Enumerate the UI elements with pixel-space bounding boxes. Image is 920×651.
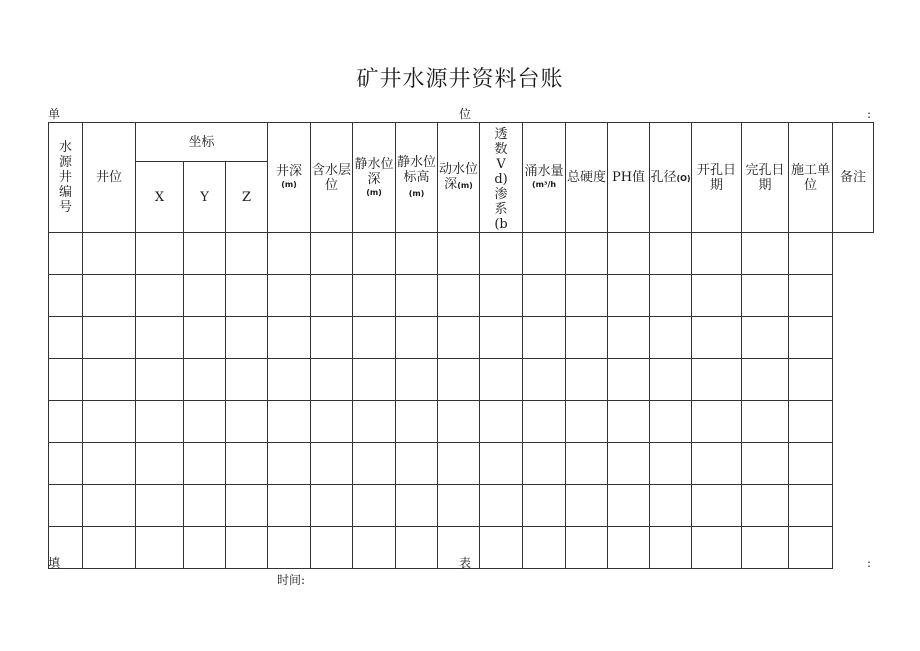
table-cell[interactable] bbox=[608, 233, 650, 275]
table-cell[interactable] bbox=[438, 443, 480, 485]
table-cell[interactable] bbox=[742, 233, 789, 275]
table-row bbox=[49, 317, 874, 359]
header-hardness: 总硬度 bbox=[566, 123, 608, 233]
header-bore-diameter: 孔径(O) bbox=[650, 123, 692, 233]
table-cell[interactable] bbox=[789, 527, 833, 569]
table-cell[interactable] bbox=[226, 401, 268, 443]
table-row bbox=[49, 443, 874, 485]
header-ph: PH值 bbox=[608, 123, 650, 233]
table-cell[interactable] bbox=[83, 527, 136, 569]
table-cell[interactable] bbox=[608, 443, 650, 485]
table-cell[interactable] bbox=[268, 317, 311, 359]
table-cell[interactable] bbox=[353, 317, 396, 359]
table-cell[interactable] bbox=[566, 401, 608, 443]
ledger-table bbox=[48, 122, 874, 569]
table-cell[interactable] bbox=[566, 233, 608, 275]
table-cell[interactable] bbox=[49, 401, 83, 443]
table-cell[interactable] bbox=[480, 359, 523, 401]
table-cell[interactable] bbox=[789, 233, 833, 275]
table-cell[interactable] bbox=[692, 359, 742, 401]
header-well-no: 水源井编号 bbox=[49, 123, 83, 233]
table-cell[interactable] bbox=[692, 317, 742, 359]
table-cell[interactable] bbox=[566, 485, 608, 527]
table-cell[interactable] bbox=[650, 443, 692, 485]
header-x: X bbox=[136, 162, 184, 233]
table-cell[interactable] bbox=[353, 485, 396, 527]
table-cell[interactable] bbox=[49, 485, 83, 527]
table-cell[interactable] bbox=[438, 317, 480, 359]
table-cell[interactable] bbox=[480, 527, 523, 569]
table-cell[interactable] bbox=[480, 485, 523, 527]
table-cell[interactable] bbox=[566, 359, 608, 401]
table-cell[interactable] bbox=[692, 443, 742, 485]
table-cell[interactable] bbox=[650, 485, 692, 527]
table-cell[interactable] bbox=[311, 485, 353, 527]
table-cell[interactable] bbox=[311, 275, 353, 317]
table-cell[interactable] bbox=[438, 359, 480, 401]
unit-label-suffix: 位 bbox=[459, 107, 472, 121]
table-cell[interactable] bbox=[353, 443, 396, 485]
table-cell[interactable] bbox=[136, 275, 184, 317]
table-cell[interactable] bbox=[692, 527, 742, 569]
table-cell[interactable] bbox=[83, 401, 136, 443]
table-row bbox=[49, 233, 874, 275]
table-cell[interactable] bbox=[184, 485, 226, 527]
table-cell[interactable] bbox=[523, 443, 566, 485]
table-cell[interactable] bbox=[311, 527, 353, 569]
table-cell[interactable] bbox=[353, 359, 396, 401]
table-cell[interactable] bbox=[608, 485, 650, 527]
header-well-depth: 井深 (m) bbox=[268, 123, 311, 233]
table-cell[interactable] bbox=[184, 401, 226, 443]
table-cell[interactable] bbox=[83, 233, 136, 275]
table-cell[interactable] bbox=[692, 275, 742, 317]
table-cell[interactable] bbox=[396, 317, 438, 359]
table-cell[interactable] bbox=[742, 401, 789, 443]
table-cell[interactable] bbox=[523, 359, 566, 401]
table-cell[interactable] bbox=[742, 317, 789, 359]
table-cell[interactable] bbox=[226, 443, 268, 485]
unit-colon: : bbox=[867, 107, 872, 121]
table-cell[interactable] bbox=[311, 233, 353, 275]
table-cell[interactable] bbox=[184, 275, 226, 317]
header-row-1 bbox=[49, 123, 874, 162]
table-cell[interactable] bbox=[184, 317, 226, 359]
table-cell[interactable] bbox=[566, 527, 608, 569]
table-cell[interactable] bbox=[311, 401, 353, 443]
header-z: Z bbox=[226, 162, 268, 233]
table-cell[interactable] bbox=[480, 443, 523, 485]
table-cell[interactable] bbox=[523, 233, 566, 275]
header-aquifer: 含水层位 bbox=[311, 123, 353, 233]
table-row bbox=[49, 359, 874, 401]
filler-label: 填 bbox=[48, 556, 61, 570]
table-cell[interactable] bbox=[49, 359, 83, 401]
table-cell[interactable] bbox=[83, 317, 136, 359]
table-cell[interactable] bbox=[83, 443, 136, 485]
table-cell[interactable] bbox=[742, 275, 789, 317]
table-cell[interactable] bbox=[650, 527, 692, 569]
table-cell[interactable] bbox=[311, 317, 353, 359]
page-title: 矿井水源井资料台账 bbox=[356, 67, 564, 92]
table-cell[interactable] bbox=[396, 401, 438, 443]
table-cell[interactable] bbox=[353, 233, 396, 275]
table-cell[interactable] bbox=[396, 359, 438, 401]
table-cell[interactable] bbox=[789, 485, 833, 527]
header-well-position: 井位 bbox=[83, 123, 136, 233]
table-cell[interactable] bbox=[789, 443, 833, 485]
table-row bbox=[49, 485, 874, 527]
table-cell[interactable] bbox=[789, 401, 833, 443]
table-cell[interactable] bbox=[136, 359, 184, 401]
unit-label: 单 bbox=[48, 107, 61, 121]
table-cell[interactable] bbox=[83, 485, 136, 527]
table-cell[interactable] bbox=[480, 233, 523, 275]
table-cell[interactable] bbox=[692, 401, 742, 443]
table-cell[interactable] bbox=[480, 317, 523, 359]
table-cell[interactable] bbox=[226, 485, 268, 527]
table-cell[interactable] bbox=[226, 527, 268, 569]
table-cell[interactable] bbox=[136, 443, 184, 485]
table-cell[interactable] bbox=[480, 401, 523, 443]
table-cell[interactable] bbox=[184, 527, 226, 569]
table-cell[interactable] bbox=[83, 275, 136, 317]
table-cell[interactable] bbox=[438, 233, 480, 275]
header-coordinates: 坐标 bbox=[136, 123, 268, 162]
table-cell[interactable] bbox=[184, 359, 226, 401]
table-cell[interactable] bbox=[566, 275, 608, 317]
table-cell[interactable] bbox=[650, 359, 692, 401]
table-cell[interactable] bbox=[268, 275, 311, 317]
header-flow: 涌水量 (m³/h bbox=[523, 123, 566, 233]
table-cell[interactable] bbox=[789, 317, 833, 359]
table-cell[interactable] bbox=[523, 527, 566, 569]
table-cell[interactable] bbox=[523, 401, 566, 443]
table-row bbox=[49, 275, 874, 317]
table-cell[interactable] bbox=[353, 275, 396, 317]
table-cell[interactable] bbox=[438, 275, 480, 317]
table-cell[interactable] bbox=[650, 275, 692, 317]
table-cell[interactable] bbox=[226, 359, 268, 401]
table-cell[interactable] bbox=[650, 317, 692, 359]
table-cell[interactable] bbox=[136, 485, 184, 527]
table-cell[interactable] bbox=[226, 317, 268, 359]
table-cell[interactable] bbox=[311, 359, 353, 401]
table-cell[interactable] bbox=[353, 401, 396, 443]
table-cell[interactable] bbox=[650, 401, 692, 443]
table-cell[interactable] bbox=[742, 359, 789, 401]
table-cell[interactable] bbox=[136, 401, 184, 443]
table-cell[interactable] bbox=[49, 443, 83, 485]
table-cell[interactable] bbox=[396, 443, 438, 485]
header-y: Y bbox=[184, 162, 226, 233]
table-cell[interactable] bbox=[396, 485, 438, 527]
table-cell[interactable] bbox=[438, 401, 480, 443]
table-cell[interactable] bbox=[83, 359, 136, 401]
header-contractor: 施工单位 bbox=[789, 123, 833, 233]
header-permeability: 透数Vd)渗系(b bbox=[480, 123, 523, 233]
table-cell[interactable] bbox=[789, 359, 833, 401]
header-dynamic-depth: 动水位深(m) bbox=[438, 123, 480, 233]
filler-label-suffix: 表 bbox=[459, 556, 472, 570]
table-cell[interactable] bbox=[692, 233, 742, 275]
table-cell[interactable] bbox=[650, 233, 692, 275]
table-cell[interactable] bbox=[136, 527, 184, 569]
table-cell[interactable] bbox=[226, 275, 268, 317]
table-cell[interactable] bbox=[692, 485, 742, 527]
table-cell[interactable] bbox=[184, 443, 226, 485]
table-cell[interactable] bbox=[523, 317, 566, 359]
table-cell[interactable] bbox=[480, 275, 523, 317]
header-remarks: 备注 bbox=[833, 123, 874, 233]
table-cell[interactable] bbox=[184, 233, 226, 275]
table-cell[interactable] bbox=[49, 233, 83, 275]
header-static-depth: 静水位深 (m) bbox=[353, 123, 396, 233]
table-cell[interactable] bbox=[136, 233, 184, 275]
table-cell[interactable] bbox=[742, 485, 789, 527]
table-cell[interactable] bbox=[742, 443, 789, 485]
table-cell[interactable] bbox=[396, 233, 438, 275]
table-cell[interactable] bbox=[608, 317, 650, 359]
table-cell[interactable] bbox=[789, 275, 833, 317]
table-cell[interactable] bbox=[742, 527, 789, 569]
table-cell[interactable] bbox=[523, 485, 566, 527]
table-cell[interactable] bbox=[608, 275, 650, 317]
table-cell[interactable] bbox=[268, 233, 311, 275]
table-cell[interactable] bbox=[268, 401, 311, 443]
table-cell[interactable] bbox=[311, 443, 353, 485]
table-cell[interactable] bbox=[396, 275, 438, 317]
table-cell[interactable] bbox=[438, 485, 480, 527]
table-cell[interactable] bbox=[396, 527, 438, 569]
filler-colon: : bbox=[867, 556, 872, 570]
table-cell[interactable] bbox=[49, 275, 83, 317]
table-cell[interactable] bbox=[608, 527, 650, 569]
header-static-elevation: 静水位标高(m) bbox=[396, 123, 438, 233]
time-label: 时间: bbox=[277, 573, 306, 587]
table-cell[interactable] bbox=[268, 485, 311, 527]
table-cell[interactable] bbox=[608, 401, 650, 443]
table-cell[interactable] bbox=[268, 527, 311, 569]
table-cell[interactable] bbox=[566, 443, 608, 485]
table-cell[interactable] bbox=[523, 275, 566, 317]
table-cell[interactable] bbox=[136, 317, 184, 359]
table-cell[interactable] bbox=[226, 233, 268, 275]
table-row bbox=[49, 401, 874, 443]
header-end-date: 完孔日期 bbox=[742, 123, 789, 233]
header-start-date: 开孔日期 bbox=[692, 123, 742, 233]
table-cell[interactable] bbox=[608, 359, 650, 401]
table-cell[interactable] bbox=[566, 317, 608, 359]
table-cell[interactable] bbox=[268, 443, 311, 485]
table-cell[interactable] bbox=[49, 317, 83, 359]
table-cell[interactable] bbox=[353, 527, 396, 569]
table-cell[interactable] bbox=[268, 359, 311, 401]
